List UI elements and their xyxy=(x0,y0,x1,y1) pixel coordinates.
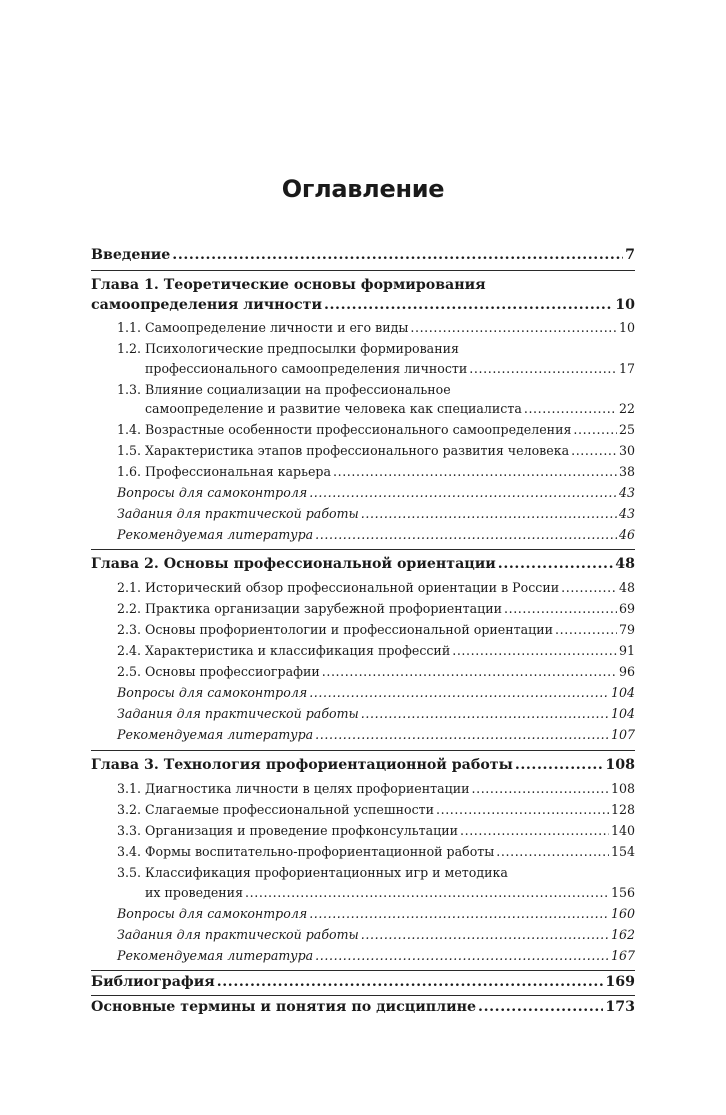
dot-leader xyxy=(309,685,609,700)
toc-page-number: 104 xyxy=(610,706,635,721)
dot-leader xyxy=(460,823,609,838)
divider xyxy=(91,995,635,996)
toc-ch2-review-questions[interactable] xyxy=(117,685,635,700)
toc-entry-label: 3.4. Формы воспитательно-профориентационной работы xyxy=(117,844,495,859)
toc-page-number: 69 xyxy=(618,601,635,616)
dot-leader xyxy=(315,727,609,742)
toc-page-number: 108 xyxy=(610,781,635,796)
dot-leader xyxy=(555,622,617,637)
dot-leader xyxy=(322,664,617,679)
dot-leader xyxy=(410,320,617,335)
dot-leader xyxy=(469,361,617,376)
dot-leader xyxy=(515,757,604,773)
toc-section-1-3-line1[interactable]: 1.3. Влияние социализации на профессиональное xyxy=(117,382,451,397)
toc-page-number: 10 xyxy=(618,320,635,335)
toc-page-number: 7 xyxy=(625,247,635,263)
divider xyxy=(91,270,635,271)
toc-page-number: 43 xyxy=(618,485,635,500)
dot-leader xyxy=(571,443,617,458)
toc-entry-label: 1.5. Характеристика этапов профессионального развития человека xyxy=(117,443,570,458)
dot-leader xyxy=(436,802,609,817)
toc-page-number: 91 xyxy=(618,643,635,658)
dot-leader xyxy=(472,781,609,796)
toc-entry-label: Вопросы для самоконтроля xyxy=(117,685,308,700)
toc-entry-label: 3.2. Слагаемые профессиональной успешности xyxy=(117,802,434,817)
toc-ch3-review-questions[interactable] xyxy=(117,906,635,921)
toc-section-2-3[interactable] xyxy=(117,622,635,637)
toc-page-number: 96 xyxy=(618,664,635,679)
toc-section-2-2[interactable] xyxy=(117,601,635,616)
dot-leader xyxy=(315,948,609,963)
toc-entry-label: 2.4. Характеристика и классификация профессий xyxy=(117,643,451,658)
toc-entry-label: 2.1. Исторический обзор профессиональной ориентации в России xyxy=(117,580,560,595)
toc-page-number: 79 xyxy=(618,622,635,637)
toc-entry-label: Рекомендуемая литература xyxy=(117,948,314,963)
toc-page-number: 156 xyxy=(610,885,635,900)
toc-entry-label: Основные термины и понятия по дисциплине xyxy=(91,999,477,1015)
toc-section-2-1[interactable] xyxy=(117,580,635,595)
toc-entry-label: профессионального самоопределения личности xyxy=(145,361,468,376)
toc-entry-label: 3.3. Организация и проведение профконсультации xyxy=(117,823,458,838)
toc-entry-label: самоопределение и развитие человека как специалиста xyxy=(145,401,522,416)
toc-chapter-1[interactable] xyxy=(91,297,635,313)
toc-ch1-review-questions[interactable] xyxy=(117,485,635,500)
dot-leader xyxy=(561,580,617,595)
toc-ch2-practical-tasks[interactable] xyxy=(117,706,635,721)
divider xyxy=(91,750,635,751)
toc-entry-label: Вопросы для самоконтроля xyxy=(117,485,308,500)
dot-leader xyxy=(245,885,609,900)
toc-section-3-1[interactable] xyxy=(117,781,635,796)
dot-leader xyxy=(452,643,617,658)
dot-leader xyxy=(361,706,609,721)
toc-entry-label: Задания для практической работы xyxy=(117,927,359,942)
toc-ch1-recommended-reading[interactable] xyxy=(117,527,635,542)
toc-entry-label: 2.5. Основы профессиографии xyxy=(117,664,320,679)
toc-entry-label: Глава 3. Технология профориентационной работы xyxy=(91,757,513,773)
divider xyxy=(91,549,635,550)
toc-entry-label: 2.2. Практика организации зарубежной профориентации xyxy=(117,601,502,616)
toc-page-number: 48 xyxy=(615,556,635,572)
toc-page-number: 10 xyxy=(615,297,635,313)
dot-leader xyxy=(496,844,609,859)
toc-entry-label: 1.6. Профессиональная карьера xyxy=(117,464,331,479)
dot-leader xyxy=(478,999,603,1015)
toc-page-number: 167 xyxy=(610,948,635,963)
toc-entry-label: их проведения xyxy=(145,885,244,900)
toc-page-number: 154 xyxy=(610,844,635,859)
toc-entry-label: самоопределения личности xyxy=(91,297,322,313)
dot-leader xyxy=(309,906,609,921)
toc-page-number: 43 xyxy=(618,506,635,521)
dot-leader xyxy=(361,506,617,521)
toc-page-number: 173 xyxy=(605,999,635,1015)
toc-page-number: 38 xyxy=(618,464,635,479)
dot-leader xyxy=(504,601,617,616)
dot-leader xyxy=(315,527,617,542)
toc-entry-label: Задания для практической работы xyxy=(117,706,359,721)
toc-entry-bibliography[interactable] xyxy=(91,974,635,990)
page-title: Оглавление xyxy=(281,175,445,203)
toc-chapter-3[interactable] xyxy=(91,757,635,773)
toc-chapter-1-title-line1[interactable]: Глава 1. Теоретические основы формирования xyxy=(91,277,486,293)
toc-page-number: 107 xyxy=(610,727,635,742)
toc-section-3-3[interactable] xyxy=(117,823,635,838)
dot-leader xyxy=(217,974,604,990)
toc-entry-label: Рекомендуемая литература xyxy=(117,727,314,742)
toc-section-1-5[interactable] xyxy=(117,443,635,458)
toc-entry-label: 3.1. Диагностика личности в целях профориентации xyxy=(117,781,470,796)
toc-entry-glossary[interactable] xyxy=(91,999,635,1015)
toc-entry-label: 1.4. Возрастные особенности профессионального самоопределения xyxy=(117,422,572,437)
toc-section-1-3[interactable] xyxy=(145,401,635,416)
toc-entry-label: 2.3. Основы профориентологии и профессиональной ориентации xyxy=(117,622,554,637)
toc-ch2-recommended-reading[interactable] xyxy=(117,727,635,742)
divider xyxy=(91,970,635,971)
toc-entry-label: Введение xyxy=(91,247,171,263)
dot-leader xyxy=(498,556,613,572)
toc-section-3-4[interactable] xyxy=(117,844,635,859)
toc-page-number: 169 xyxy=(605,974,635,990)
toc-entry-introduction[interactable] xyxy=(91,247,635,263)
toc-page-number: 108 xyxy=(605,757,635,773)
toc-entry-label: Задания для практической работы xyxy=(117,506,359,521)
toc-section-2-4[interactable] xyxy=(117,643,635,658)
toc-section-1-1[interactable] xyxy=(117,320,635,335)
dot-leader xyxy=(309,485,617,500)
toc-section-1-4[interactable] xyxy=(117,422,635,437)
dot-leader xyxy=(333,464,617,479)
toc-ch3-recommended-reading[interactable] xyxy=(117,948,635,963)
toc-entry-label: Вопросы для самоконтроля xyxy=(117,906,308,921)
toc-ch1-practical-tasks[interactable] xyxy=(117,506,635,521)
toc-page-number: 30 xyxy=(618,443,635,458)
toc-section-3-2[interactable] xyxy=(117,802,635,817)
toc-ch3-practical-tasks[interactable] xyxy=(117,927,635,942)
toc-entry-label: Рекомендуемая литература xyxy=(117,527,314,542)
dot-leader xyxy=(361,927,609,942)
dot-leader xyxy=(172,247,623,263)
toc-entry-label: 1.1. Самоопределение личности и его виды xyxy=(117,320,409,335)
toc-page-number: 140 xyxy=(610,823,635,838)
toc-section-3-5[interactable] xyxy=(145,885,635,900)
toc-page-number: 25 xyxy=(618,422,635,437)
toc-section-2-5[interactable] xyxy=(117,664,635,679)
toc-section-3-5-line1[interactable]: 3.5. Классификация профориентационных игр и методика xyxy=(117,865,508,880)
toc-section-1-6[interactable] xyxy=(117,464,635,479)
toc-page-number: 46 xyxy=(618,527,635,542)
toc-page-number: 48 xyxy=(618,580,635,595)
toc-entry-label: Библиография xyxy=(91,974,215,990)
toc-page-number: 162 xyxy=(610,927,635,942)
toc-section-1-2-line1[interactable]: 1.2. Психологические предпосылки формирования xyxy=(117,341,459,356)
dot-leader xyxy=(573,422,617,437)
toc-page-number: 17 xyxy=(618,361,635,376)
toc-page-number: 128 xyxy=(610,802,635,817)
toc-section-1-2[interactable] xyxy=(145,361,635,376)
toc-chapter-2[interactable] xyxy=(91,556,635,572)
toc-entry-label: Глава 2. Основы профессиональной ориентации xyxy=(91,556,496,572)
dot-leader xyxy=(324,297,613,313)
dot-leader xyxy=(524,401,617,416)
toc-page-number: 22 xyxy=(618,401,635,416)
toc-page-number: 104 xyxy=(610,685,635,700)
toc-page-number: 160 xyxy=(610,906,635,921)
